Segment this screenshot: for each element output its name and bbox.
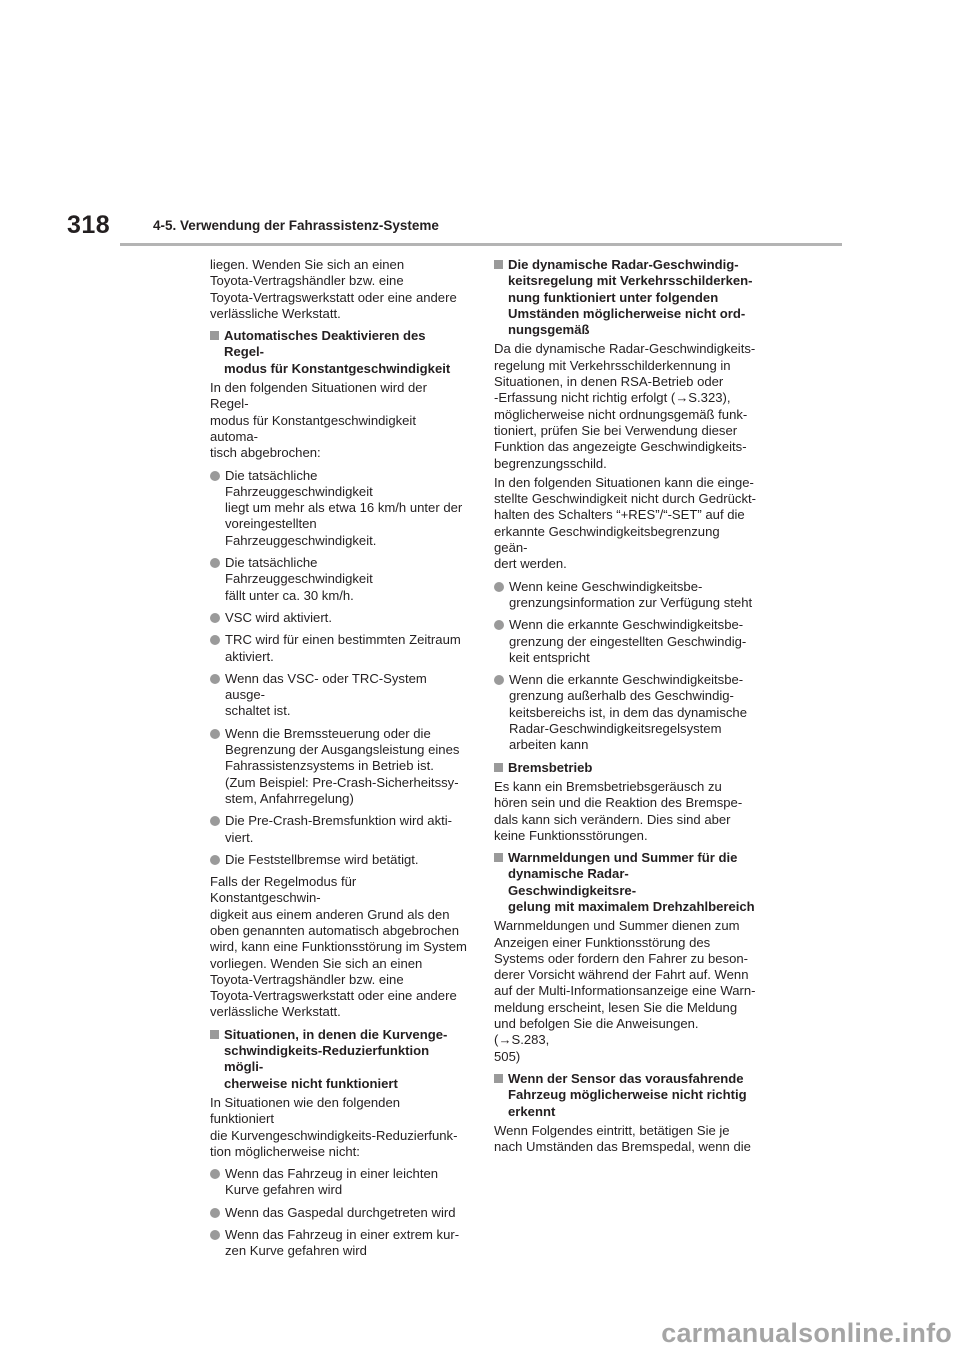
list-item xyxy=(210,1227,467,1260)
text-line: Wenn das VSC- oder TRC-System ausge- xyxy=(225,670,427,703)
list-item xyxy=(210,671,467,720)
round-bullet-icon xyxy=(210,558,220,568)
text-line: aktiviert. xyxy=(225,648,274,664)
text-line: stem, Anfahrregelung) xyxy=(225,790,354,806)
round-bullet-icon xyxy=(210,729,220,739)
text-line: voreingestellten Fahrzeuggeschwindigkeit. xyxy=(225,516,377,548)
round-bullet-icon xyxy=(494,582,504,592)
text-line: Radar-Geschwindigkeitsregelsystem xyxy=(509,721,722,737)
text-line: Toyota-Vertragshändler bzw. eine xyxy=(210,273,404,289)
heading-line: erkennt xyxy=(508,1103,556,1119)
heading-line: dynamische Radar-Geschwindigkeitsre- xyxy=(508,866,637,898)
list-item xyxy=(210,468,467,549)
heading-line: Die dynamische Radar-Geschwindig- xyxy=(508,257,739,272)
section-body xyxy=(494,341,756,471)
text-line: viert. xyxy=(225,829,254,845)
text-line: nach Umständen das Bremspedal, wenn die xyxy=(494,1139,751,1155)
text-line: oben genannten automatisch abgebrochen xyxy=(210,922,459,938)
heading-line: Situationen, in denen die Kurvenge- xyxy=(224,1026,448,1042)
text-line: keine Funktionsstörungen. xyxy=(494,827,648,843)
text-line: fällt unter ca. 30 km/h. xyxy=(225,587,354,603)
section-body xyxy=(210,874,467,1021)
text-line: arbeiten kann xyxy=(509,737,589,753)
text-line: dals kann sich verändern. Dies sind aber xyxy=(494,811,731,827)
text-line: Systems oder fordern den Fahrer zu beson- xyxy=(494,950,748,966)
section-body xyxy=(494,475,756,573)
heading-line: Wenn der Sensor das vorausfahrende xyxy=(508,1070,744,1086)
header-rule xyxy=(120,243,842,246)
text-line: VSC wird aktiviert. xyxy=(225,609,332,625)
list-item xyxy=(210,813,467,846)
heading-line: schwindigkeits-Reduzierfunktion mögli- xyxy=(224,1043,430,1075)
round-bullet-icon xyxy=(210,613,220,623)
text-line: verlässliche Werkstatt. xyxy=(210,305,341,321)
bullet-list xyxy=(494,579,756,754)
heading-line: cherweise nicht funktioniert xyxy=(224,1075,398,1091)
text-line: dert werden. xyxy=(494,556,567,572)
text-line: Wenn das Gaspedal durchgetreten wird xyxy=(225,1204,456,1220)
round-bullet-icon xyxy=(210,471,220,481)
heading-line: keitsregelung mit Verkehrsschilderken- xyxy=(508,273,753,289)
text-line: liegen. Wenden Sie sich an einen xyxy=(210,257,405,272)
intro-paragraph xyxy=(210,257,467,322)
text-line: liegt um mehr als etwa 16 km/h unter der xyxy=(225,500,463,516)
text-line: Die Feststellbremse wird betätigt. xyxy=(225,851,419,867)
list-item xyxy=(210,852,467,868)
round-bullet-icon xyxy=(210,816,220,826)
text-line: Toyota-Vertragswerkstatt oder eine andere xyxy=(210,988,457,1004)
bullet-list xyxy=(210,468,467,869)
list-item xyxy=(494,617,756,666)
text-line: Wenn die Bremssteuerung oder die xyxy=(225,725,431,741)
text-line: auf der Multi-Informationsanzeige eine Warn- xyxy=(494,983,756,999)
round-bullet-icon xyxy=(210,1230,220,1240)
list-item xyxy=(210,632,467,665)
text-line: Situationen, in denen RSA-Betrieb oder xyxy=(494,374,724,390)
round-bullet-icon xyxy=(210,1169,220,1179)
text-line: Wenn die erkannte Geschwindigkeitsbe- xyxy=(509,672,744,688)
text-line: Wenn die erkannte Geschwindigkeitsbe- xyxy=(509,617,744,633)
text-line: grenzungsinformation zur Verfügung steht xyxy=(509,594,753,610)
round-bullet-icon xyxy=(210,635,220,645)
text-line: und befolgen Sie die Anweisungen. (→S.283, xyxy=(494,1016,699,1048)
heading-line: gelung mit maximalem Drehzahlbereich xyxy=(508,898,755,914)
section-body xyxy=(494,1123,756,1156)
text-line: -Erfassung nicht richtig erfolgt (→S.323), xyxy=(494,390,731,406)
round-bullet-icon xyxy=(494,620,504,630)
heading-line: nungsgemäß xyxy=(508,322,590,338)
text-line: digkeit aus einem anderen Grund als den xyxy=(210,906,450,922)
text-line: Toyota-Vertragswerkstatt oder eine andere xyxy=(210,289,457,305)
round-bullet-icon xyxy=(494,675,504,685)
text-line: Es kann ein Bremsbetriebsgeräusch zu xyxy=(494,778,722,794)
text-line: Da die dynamische Radar-Geschwindigkeits- xyxy=(494,341,756,357)
text-line: Funktion das angezeigte Geschwindigkeits- xyxy=(494,439,747,455)
heading-line: nung funktioniert unter folgenden xyxy=(508,289,719,305)
section-heading-deactivation xyxy=(210,328,467,377)
section-body xyxy=(210,1095,467,1160)
text-line: vorliegen. Wenden Sie sich an einen xyxy=(210,955,423,971)
text-line: wird, kann eine Funktionsstörung im System xyxy=(210,939,467,955)
text-line: (Zum Beispiel: Pre-Crash-Sicherheitssy- xyxy=(225,774,459,790)
section-heading-brake xyxy=(494,760,756,776)
text-line: TRC wird für einen bestimmten Zeitraum xyxy=(225,632,461,648)
square-bullet-icon xyxy=(494,763,503,772)
text-line: die Kurvengeschwindigkeits-Reduzierfunk- xyxy=(210,1127,458,1143)
text-line: Begrenzung der Ausgangsleistung eines xyxy=(225,742,460,758)
square-bullet-icon xyxy=(494,260,503,269)
text-line: halten des Schalters “+RES”/“-SET” auf die xyxy=(494,507,745,523)
text-line: meldung erscheint, lesen Sie die Meldung xyxy=(494,999,738,1015)
bullet-list xyxy=(210,1166,467,1259)
page-header xyxy=(120,0,842,248)
text-line: Die Pre-Crash-Bremsfunktion wird akti- xyxy=(225,813,453,829)
text-line: hören sein und die Reaktion des Bremspe- xyxy=(494,795,743,811)
heading-line: modus für Konstantgeschwindigkeit xyxy=(224,360,451,376)
section-body xyxy=(494,779,756,844)
text-line: schaltet ist. xyxy=(225,703,291,719)
section-heading-curve-speed xyxy=(210,1027,467,1092)
list-item xyxy=(210,726,467,807)
right-column xyxy=(494,257,756,1161)
text-line: tisch abgebrochen: xyxy=(210,445,321,461)
text-line: keitsbereichs ist, in dem das dynamische xyxy=(509,704,747,720)
heading-line: Umständen möglicherweise nicht ord- xyxy=(508,305,746,321)
text-line: tioniert, prüfen Sie bei Verwendung dieser xyxy=(494,422,738,438)
round-bullet-icon xyxy=(210,674,220,684)
text-line: begrenzungsschild. xyxy=(494,455,607,471)
left-column xyxy=(210,257,467,1266)
list-item xyxy=(494,672,756,753)
square-bullet-icon xyxy=(494,1074,503,1083)
text-line: Toyota-Vertragshändler bzw. eine xyxy=(210,971,404,987)
section-heading-traffic-sign xyxy=(494,257,756,338)
square-bullet-icon xyxy=(494,853,503,862)
text-line: derer Vorsicht während der Fahrt auf. Wenn xyxy=(494,967,749,983)
text-line: modus für Konstantgeschwindigkeit automa- xyxy=(210,412,416,444)
section-body xyxy=(494,918,756,1065)
text-line: zen Kurve gefahren wird xyxy=(225,1243,367,1259)
text-line: Wenn das Fahrzeug in einer extrem kur- xyxy=(225,1227,460,1243)
text-line: erkannte Geschwindigkeitsbegrenzung geän- xyxy=(494,523,720,556)
text-line: regelung mit Verkehrsschilderkennung in xyxy=(494,357,731,373)
section-heading-warnings xyxy=(494,850,756,915)
text-line: Wenn keine Geschwindigkeitsbe- xyxy=(509,578,703,594)
text-line: Wenn das Fahrzeug in einer leichten xyxy=(225,1166,439,1182)
section-title: 4-5. Verwendung der Fahrassistenz-Systeme xyxy=(153,218,439,233)
watermark: carmanualsonline.info xyxy=(661,1318,952,1348)
text-line: Kurve gefahren wird xyxy=(225,1182,343,1198)
section-body xyxy=(210,380,467,461)
text-line: stellte Geschwindigkeit nicht durch Gedrückt- xyxy=(494,491,756,507)
list-item xyxy=(210,610,467,626)
text-line: verlässliche Werkstatt. xyxy=(210,1004,341,1020)
text-line: In den folgenden Situationen wird der Regel- xyxy=(210,380,427,412)
text-line: Falls der Regelmodus für Konstantgeschwin- xyxy=(210,874,357,906)
text-line: möglicherweise nicht ordnungsgemäß funk- xyxy=(494,406,748,422)
heading-line: Warnmeldungen und Summer für die xyxy=(508,850,738,866)
list-item xyxy=(210,555,467,604)
heading-line: Automatisches Deaktivieren des Regel- xyxy=(224,328,426,360)
text-line: Die tatsächliche Fahrzeuggeschwindigkeit xyxy=(225,467,373,499)
text-line: Warnmeldungen und Summer dienen zum xyxy=(494,918,740,934)
heading-line: Bremsbetrieb xyxy=(508,759,593,775)
page-number: 318 xyxy=(67,211,111,239)
text-line: In Situationen wie den folgenden funktioniert xyxy=(210,1094,401,1127)
round-bullet-icon xyxy=(210,1208,220,1218)
text-line: Anzeigen einer Funktionsstörung des xyxy=(494,934,711,950)
text-line: Wenn Folgendes eintritt, betätigen Sie je xyxy=(494,1122,730,1138)
text-line: tion möglicherweise nicht: xyxy=(210,1143,360,1159)
list-item xyxy=(210,1166,467,1199)
text-line: Die tatsächliche Fahrzeuggeschwindigkeit xyxy=(225,555,373,587)
text-line: Fahrassistenzsystems in Betrieb ist. xyxy=(225,758,434,774)
text-line: 505) xyxy=(494,1048,521,1064)
text-line: grenzung der eingestellten Geschwindig- xyxy=(509,633,747,649)
text-line: In den folgenden Situationen kann die einge- xyxy=(494,474,754,490)
section-heading-sensor xyxy=(494,1071,756,1120)
text-line: keit entspricht xyxy=(509,649,590,665)
list-item xyxy=(210,1205,467,1221)
square-bullet-icon xyxy=(210,1030,219,1039)
text-line: grenzung außerhalb des Geschwindig- xyxy=(509,688,734,704)
round-bullet-icon xyxy=(210,855,220,865)
list-item xyxy=(494,579,756,612)
heading-line: Fahrzeug möglicherweise nicht richtig xyxy=(508,1087,747,1103)
square-bullet-icon xyxy=(210,331,219,340)
